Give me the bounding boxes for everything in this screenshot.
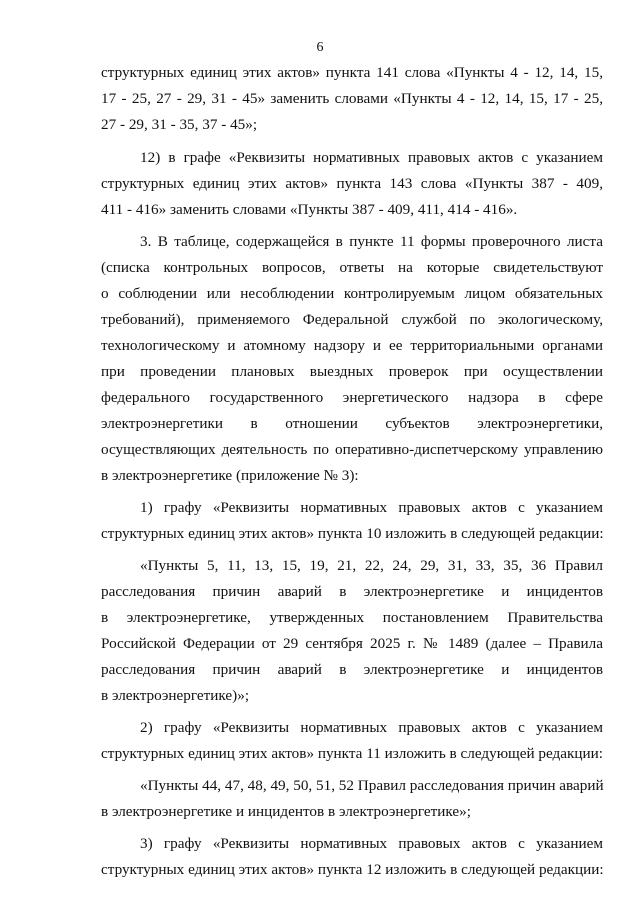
text-line: структурных единиц этих актов» пункта 141 слова «Пункты 4 - 12, 14, 15,	[101, 64, 603, 81]
text-line: требований), применяемого Федеральной службой по экологическому,	[101, 311, 603, 328]
text-line: 17 - 25, 27 - 29, 31 - 45» заменить словами «Пункты 4 - 12, 14, 15, 17 - 25,	[101, 90, 603, 107]
text-line: структурных единиц этих актов» пункта 143 слова «Пункты 387 - 409,	[101, 175, 603, 192]
text-line: «Пункты 5, 11, 13, 15, 19, 21, 22, 24, 29, 31, 33, 35, 36 Правил	[140, 557, 603, 574]
text-line: 2) графу «Реквизиты нормативных правовых актов с указанием	[140, 719, 603, 736]
text-line: расследования причин аварий в электроэнергетике и инцидентов	[101, 583, 603, 600]
text-line: структурных единиц этих актов» пункта 11 изложить в следующей редакции:	[101, 745, 603, 762]
text-line: электроэнергетики в отношении субъектов электроэнергетики,	[101, 415, 603, 432]
text-line: в электроэнергетике, утвержденных постановлением Правительства	[101, 609, 603, 626]
text-line: в электроэнергетике (приложение № 3):	[101, 467, 359, 484]
text-line: (списка контрольных вопросов, ответы на которые свидетельствуют	[101, 259, 603, 276]
text-line: в электроэнергетике)»;	[101, 687, 250, 704]
text-line: федерального государственного энергетического надзора в сфере	[101, 389, 603, 406]
text-line: в электроэнергетике и инцидентов в электроэнергетике»;	[101, 803, 471, 820]
text-line: 12) в графе «Реквизиты нормативных правовых актов с указанием	[140, 149, 603, 166]
text-line: 3. В таблице, содержащейся в пункте 11 формы проверочного листа	[140, 233, 603, 250]
text-line: Российской Федерации от 29 сентября 2025 г. № 1489 (далее – Правила	[101, 635, 603, 652]
text-line: при проведении плановых выездных проверок при осуществлении	[101, 363, 603, 380]
text-line: технологическому и атомному надзору и ее территориальными органами	[101, 337, 603, 354]
text-line: структурных единиц этих актов» пункта 10 изложить в следующей редакции:	[101, 525, 604, 542]
text-line: о соблюдении или несоблюдении контролируемым лицом обязательных	[101, 285, 603, 302]
text-line: осуществляющих деятельность по оперативно-диспетчерскому управлению	[101, 441, 603, 458]
text-line: 411 - 416» заменить словами «Пункты 387 - 409, 411, 414 - 416».	[101, 201, 518, 218]
text-line: «Пункты 44, 47, 48, 49, 50, 51, 52 Правил расследования причин аварий	[140, 777, 604, 794]
text-line: структурных единиц этих актов» пункта 12 изложить в следующей редакции:	[101, 861, 604, 878]
page-number: 6	[316, 40, 324, 55]
text-line: 27 - 29, 31 - 35, 37 - 45»;	[101, 116, 258, 133]
text-line: 3) графу «Реквизиты нормативных правовых актов с указанием	[140, 835, 603, 852]
text-line: расследования причин аварий в электроэнергетике и инцидентов	[101, 661, 603, 678]
text-line: 1) графу «Реквизиты нормативных правовых актов с указанием	[140, 499, 603, 516]
